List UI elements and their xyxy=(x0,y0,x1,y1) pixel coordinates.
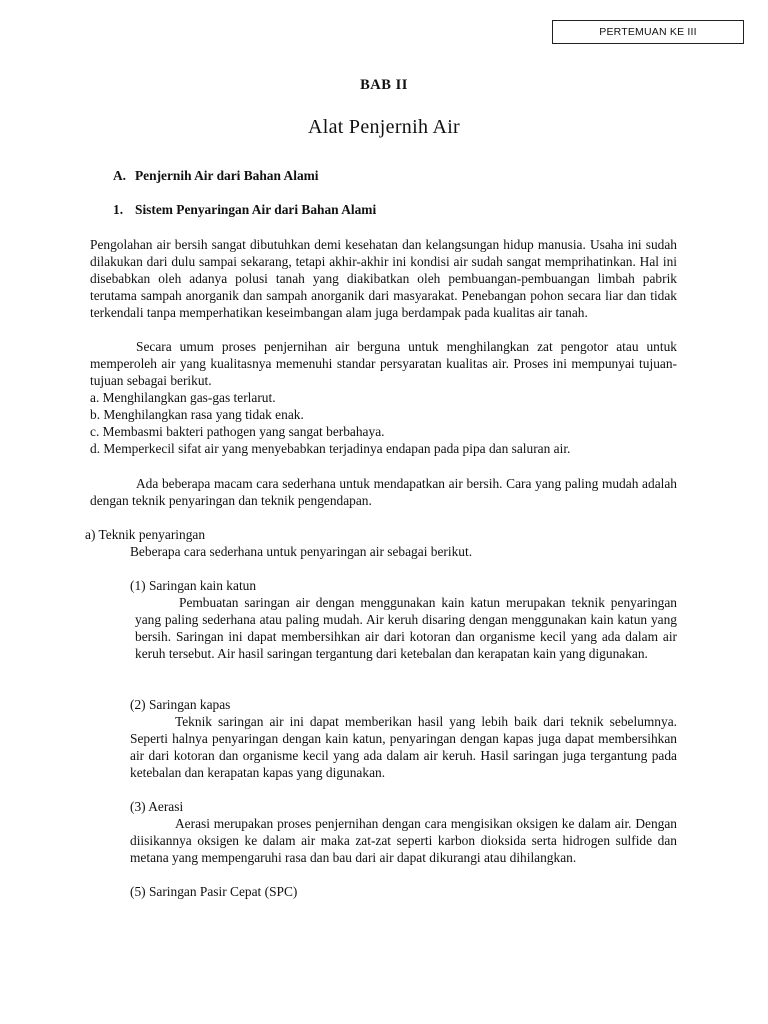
item-2-text: Teknik saringan air ini dapat memberikan hasil yang lebih baik dari teknik sebelumnya. Seperti halnya penyaringan dengan kain katun, penyaringan dengan kapas juga dapat membersihkan air dari kotoran dan organisme kecil yang ada dalam air keruh. Hasil saringan juga tergantung pada ketebalan dan kerapatan kapas yang digunakan. xyxy=(130,714,677,780)
paragraph-3: Ada beberapa macam cara sederhana untuk mendapatkan air bersih. Cara yang paling mudah adalah dengan teknik penyaringan dan teknik pengendapan. xyxy=(90,476,677,508)
chapter-heading: BAB II xyxy=(360,77,408,93)
item-2-heading: (2) Saringan kapas xyxy=(130,697,231,712)
page-title: Alat Penjernih Air xyxy=(307,116,461,138)
item-1-heading: (1) Saringan kain katun xyxy=(130,578,257,593)
technique-a-heading: a) Teknik penyaringan xyxy=(85,527,206,542)
technique-a-intro: Beberapa cara sederhana untuk penyaringan air sebagai berikut. xyxy=(130,544,473,559)
goal-item: a. Menghilangkan gas-gas terlarut. xyxy=(90,390,276,405)
item-1-text: Pembuatan saringan air dengan menggunakan kain katun merupakan teknik penyaringan yang paling sederhana atau paling mudah. Air keruh disaring dengan menggunakan kain katun yang bersih. Saringan ini dapat membersihkan air dari kotoran dan organisme kecil yang ada dalam air keruh tersebut. Air hasil saringan tergantung dari ketebalan dan kerapatan kain yang digunakan. xyxy=(135,595,677,661)
paragraph-2: Secara umum proses penjernihan air berguna untuk menghilangkan zat pengotor atau untuk memperoleh air yang kualitasnya memenuhi standar persyaratan kualitas air. Proses ini mempunyai tujuan-tujuan sebagai berikut. xyxy=(90,339,677,388)
meeting-label-box xyxy=(552,20,744,44)
paragraph-1: Pengolahan air bersih sangat dibutuhkan demi kesehatan dan kelangsungan hidup manusia. Usaha ini sudah dilakukan dari dulu sampai sekarang, tetapi akhir-akhir ini kondisi air sudah sangat memprihatinkan. Hal ini disebabkan oleh adanya polusi tanah yang diakibatkan oleh pembuangan-pembuangan limbah pabrik terutama sampah anorganik dan sampah anorganik dari masyarakat. Penebangan pohon secara liar dan tidak terkendali tanpa memperhatikan keseimbangan alam juga berdampak pada kualitas air tanah. xyxy=(90,237,677,320)
section-a-text: Penjernih Air dari Bahan Alami xyxy=(135,168,319,183)
item-3-text: Aerasi merupakan proses penjernihan dengan cara mengisikan oksigen ke dalam air. Dengan diisikannya oksigen ke dalam air maka zat-zat seperti karbon dioksida serta hidrogen sulfide dan metana yang mempengaruhi rasa dan bau dari air dapat dikurangi atau dihilangkan. xyxy=(130,816,677,865)
goal-item: c. Membasmi bakteri pathogen yang sangat berbahaya. xyxy=(90,424,385,439)
section-a-label: A. xyxy=(113,168,127,183)
item-3-heading: (3) Aerasi xyxy=(130,799,184,814)
section-a-heading xyxy=(113,168,319,184)
goal-item: d. Memperkecil sifat air yang menyebabkan terjadinya endapan pada pipa dan saluran air. xyxy=(90,441,571,456)
goal-item: b. Menghilangkan rasa yang tidak enak. xyxy=(90,407,304,422)
section-1-heading xyxy=(113,202,376,218)
meeting-label: PERTEMUAN KE III xyxy=(599,26,697,38)
item-5-heading: (5) Saringan Pasir Cepat (SPC) xyxy=(130,884,298,899)
section-1-label: 1. xyxy=(113,202,124,217)
section-1-text: Sistem Penyaringan Air dari Bahan Alami xyxy=(135,202,377,217)
